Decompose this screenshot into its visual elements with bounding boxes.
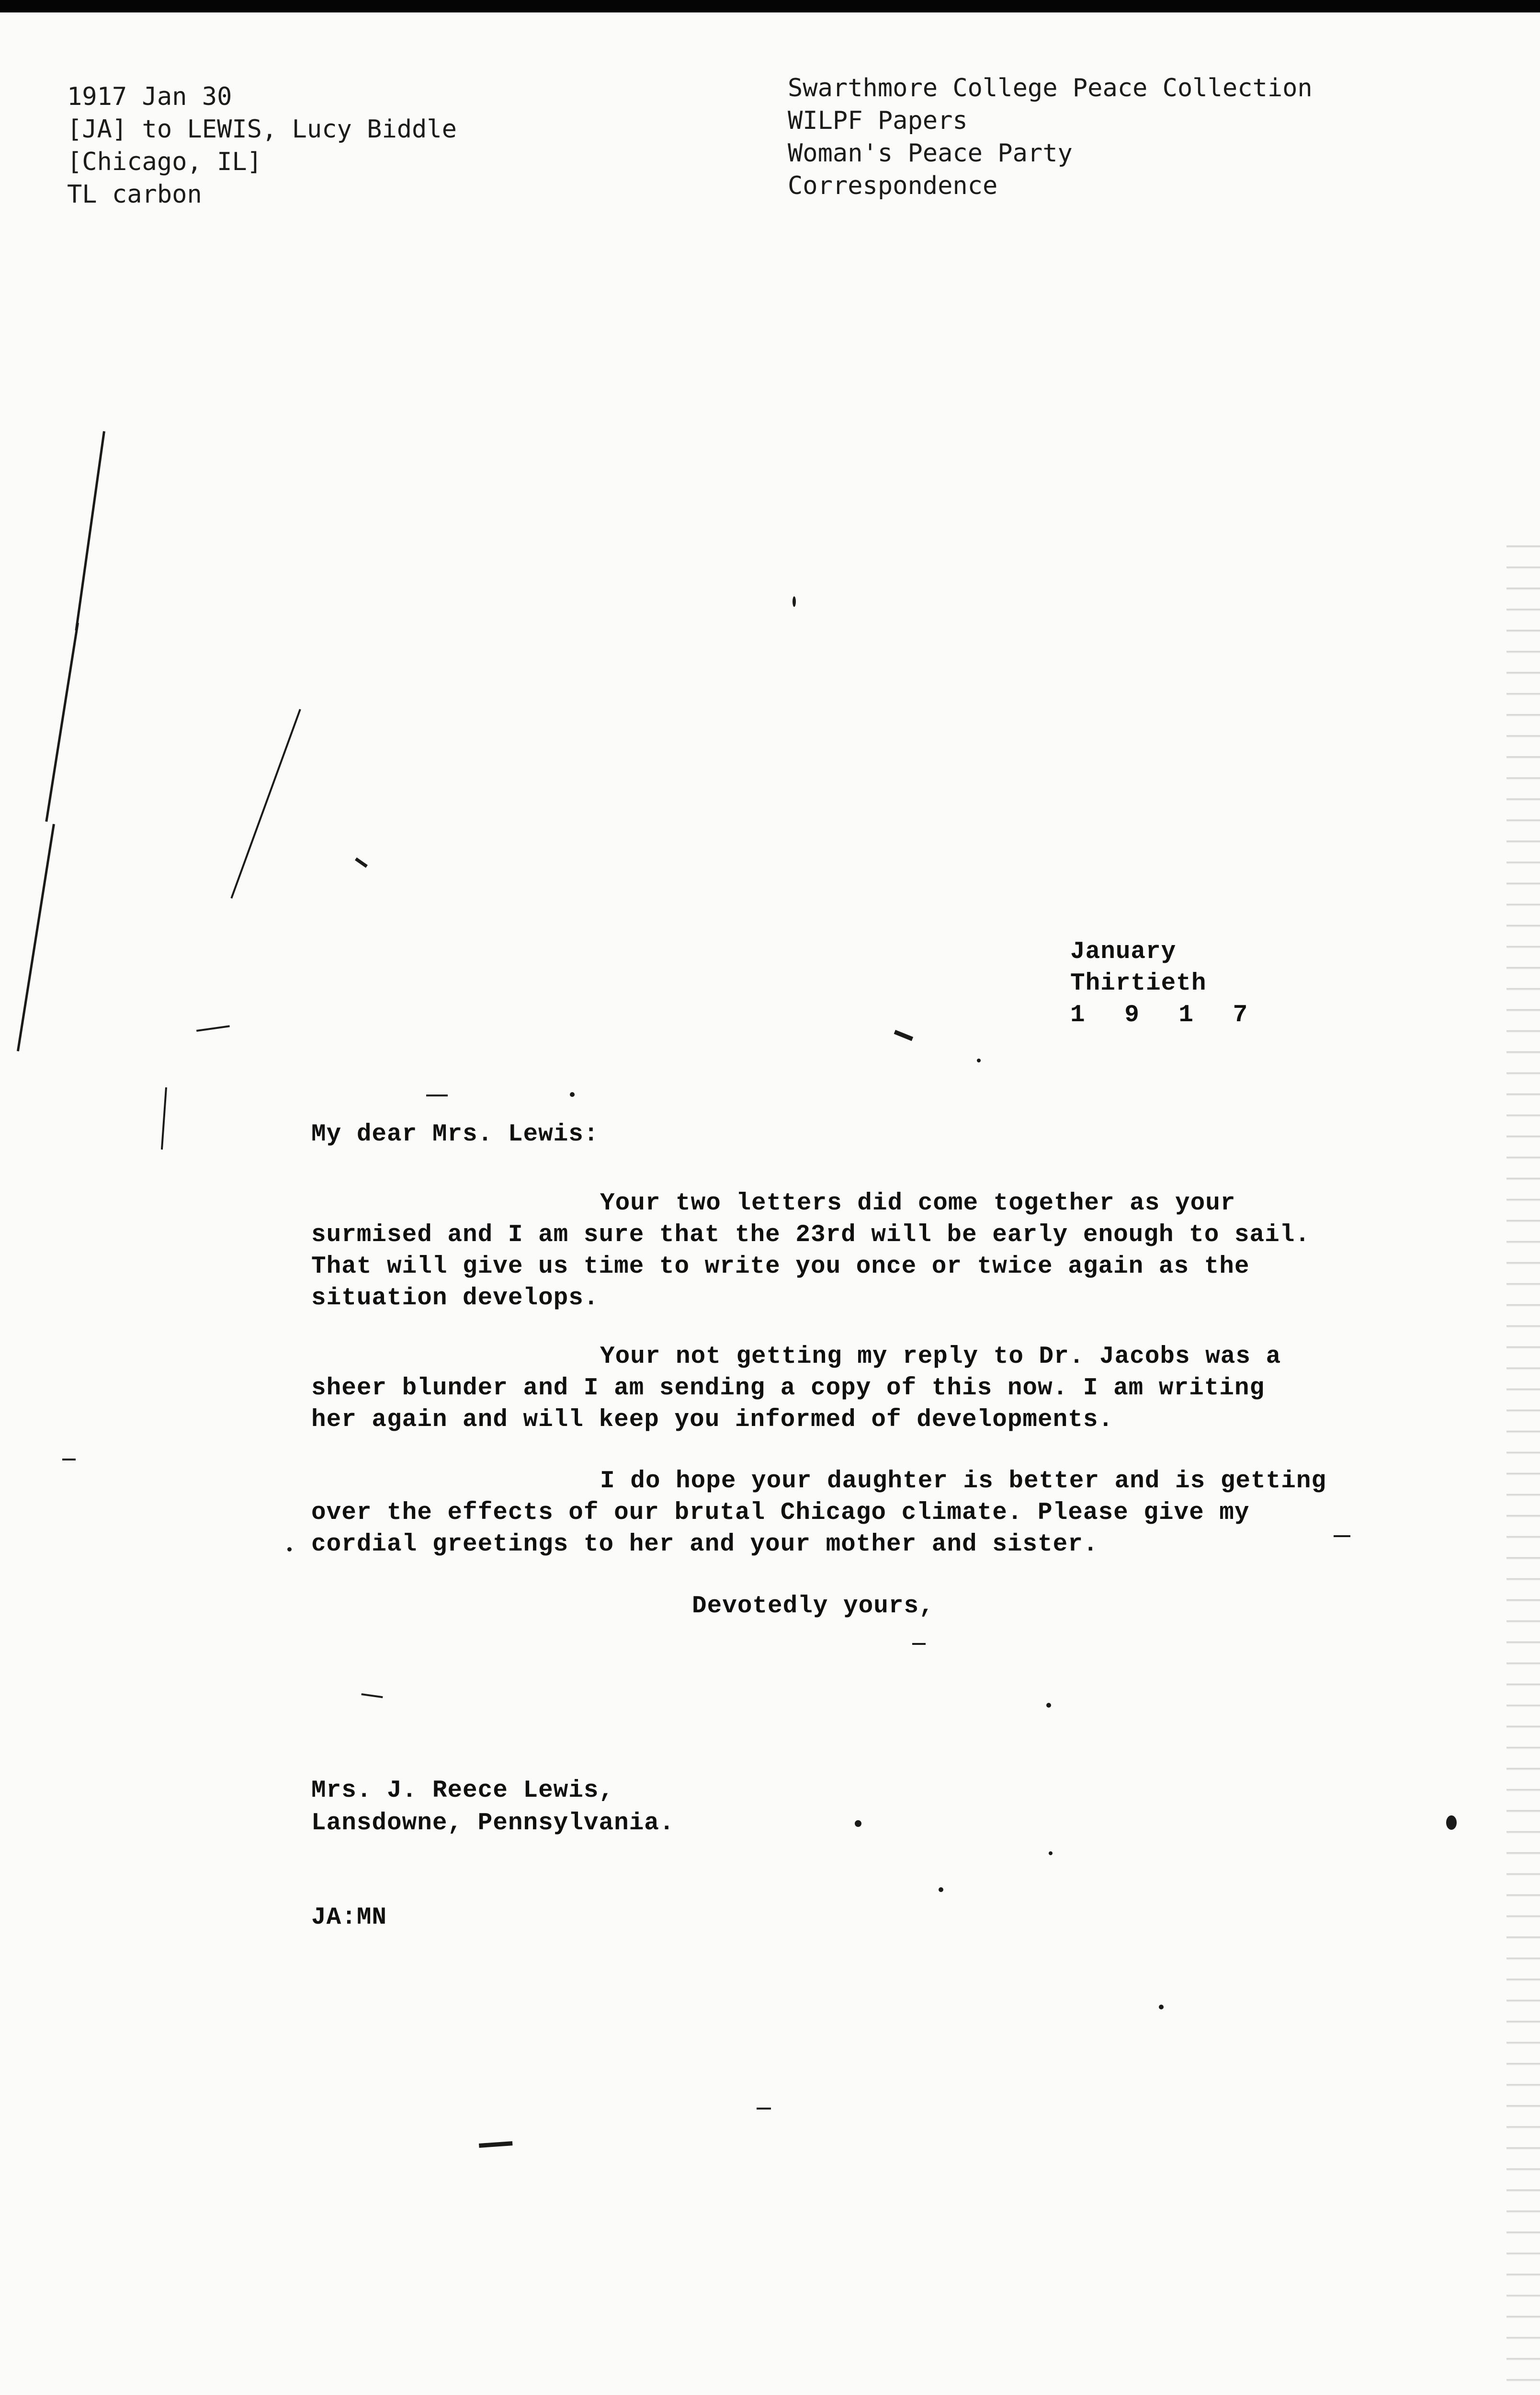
scan-mark xyxy=(1334,1535,1350,1537)
paragraph-line: That will give us time to write you once or twice again as the xyxy=(311,1253,1250,1280)
archive-papers: WILPF Papers xyxy=(788,106,968,135)
archive-place: [Chicago, IL] xyxy=(67,148,262,176)
scan-speck xyxy=(855,1820,861,1827)
scan-mark xyxy=(757,2108,771,2110)
letter-closing: Devotedly yours, xyxy=(692,1593,934,1620)
paragraph-line: over the effects of our brutal Chicago climate. Please give my xyxy=(311,1499,1250,1527)
scan-mark xyxy=(45,623,79,822)
scan-mark xyxy=(161,1087,167,1150)
scan-speck xyxy=(977,1059,981,1062)
scan-speck xyxy=(1159,2005,1164,2009)
scan-speck xyxy=(287,1547,292,1551)
paragraph-line: cordial greetings to her and your mother and sister. xyxy=(311,1531,1098,1558)
scan-mark xyxy=(230,709,301,899)
scan-mark xyxy=(17,824,55,1051)
paragraph-line: her again and will keep you informed of developments. xyxy=(311,1406,1114,1434)
letter-salutation: My dear Mrs. Lewis: xyxy=(311,1121,599,1148)
recipient-name: Mrs. J. Reece Lewis, xyxy=(311,1777,614,1804)
scan-mark xyxy=(62,1459,76,1460)
scan-speck xyxy=(1049,1851,1053,1855)
archive-series: Woman's Peace Party xyxy=(788,139,1073,168)
archive-subseries: Correspondence xyxy=(788,171,998,200)
letter-date-year: 1 9 1 7 xyxy=(1070,1002,1260,1029)
scan-speck xyxy=(570,1092,575,1097)
scan-mark xyxy=(355,857,368,868)
scan-mark xyxy=(894,1030,913,1041)
scan-mark xyxy=(75,431,105,631)
paragraph-line: surmised and I am sure that the 23rd will be early enough to sail. xyxy=(311,1221,1310,1249)
letter-paragraph xyxy=(311,1466,1326,1561)
recipient-location: Lansdowne, Pennsylvania. xyxy=(311,1810,675,1837)
scan-speck xyxy=(793,596,796,607)
scan-mark xyxy=(361,1693,383,1698)
archive-date: 1917 Jan 30 xyxy=(67,82,232,111)
paragraph-line: situation develops. xyxy=(311,1285,599,1312)
letter-date xyxy=(1070,936,1260,1031)
paragraph-line: Your not getting my reply to Dr. Jacobs was a xyxy=(600,1343,1281,1370)
archive-correspondents: [JA] to LEWIS, Lucy Biddle xyxy=(67,115,457,144)
archive-citation-left xyxy=(67,80,690,211)
reference-initials: JA:MN xyxy=(311,1904,387,1931)
scan-speck xyxy=(1446,1815,1457,1830)
paragraph-line: sheer blunder and I am sending a copy of this now. I am writing xyxy=(311,1375,1265,1402)
scan-mark xyxy=(196,1025,230,1032)
archive-format: TL carbon xyxy=(67,180,202,209)
letter-date-day: Thirtieth xyxy=(1070,970,1207,997)
scan-mark xyxy=(426,1095,448,1096)
scan-mark xyxy=(479,2141,512,2148)
paragraph-line: I do hope your daughter is better and is getting xyxy=(600,1468,1327,1495)
archive-citation-right xyxy=(788,72,1458,202)
scan-top-edge xyxy=(0,0,1540,12)
archive-collection: Swarthmore College Peace Collection xyxy=(788,74,1313,103)
scan-speck xyxy=(939,1887,943,1892)
scan-right-edge-noise xyxy=(1506,527,1540,2395)
letter-date-month: January xyxy=(1070,938,1177,966)
letter-paragraph xyxy=(311,1341,1281,1436)
letter-paragraph xyxy=(311,1188,1310,1314)
scan-speck xyxy=(1046,1703,1051,1708)
recipient-address xyxy=(311,1775,675,1840)
paragraph-line: Your two letters did come together as your xyxy=(600,1190,1236,1217)
scan-mark xyxy=(912,1643,926,1645)
